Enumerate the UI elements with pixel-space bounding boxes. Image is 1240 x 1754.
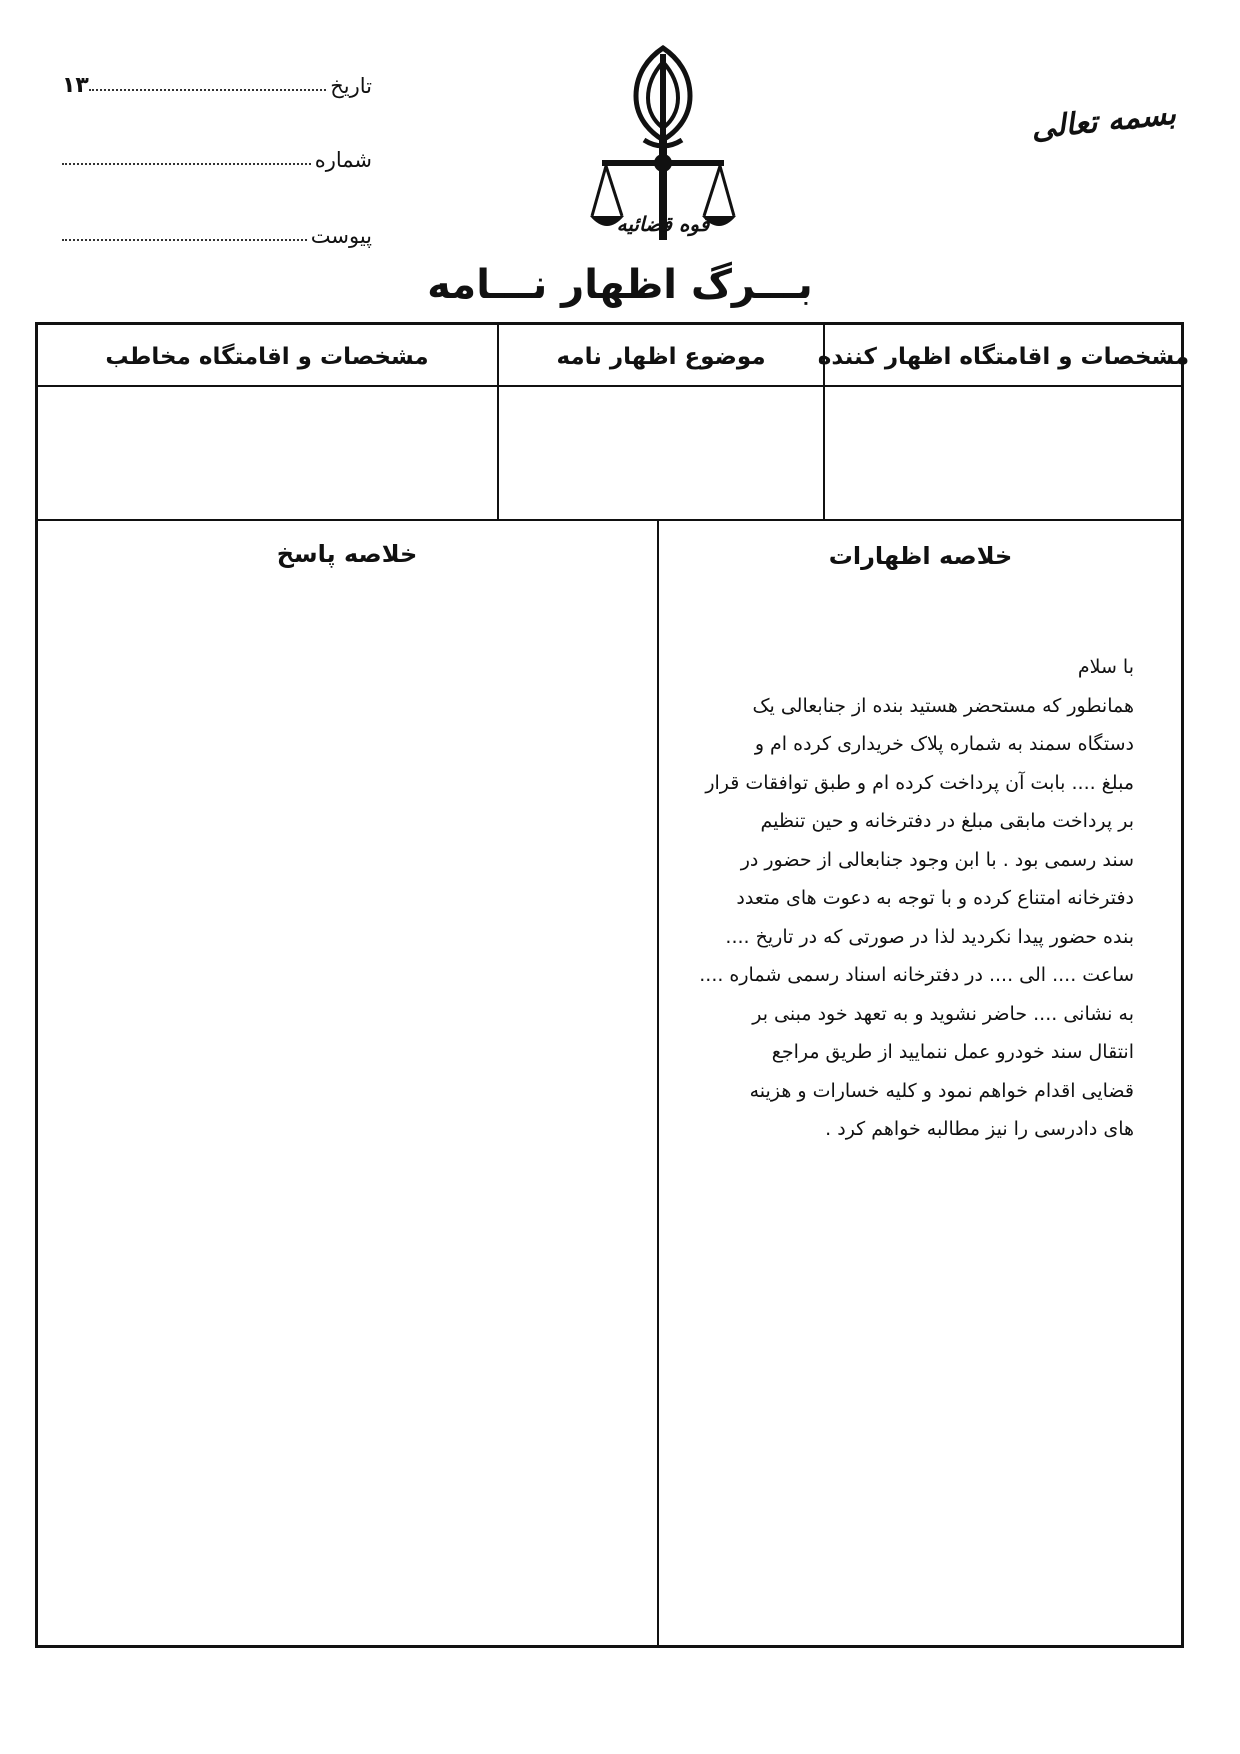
- reply-title: خلاصه پاسخ: [276, 540, 418, 568]
- bismillah-heading: بسمه تعالی: [1029, 96, 1178, 147]
- statement-line: دستگاه سمند به شماره پلاک خریداری کرده ام و: [754, 733, 1134, 755]
- statement-line: ساعت .... الی .... در دفترخانه اسناد رسمی شماره ....: [699, 964, 1134, 986]
- statement-line: بنده حضور پیدا نکردید لذا در صورتی که در تاریخ ....: [725, 925, 1134, 948]
- sender-details-cell[interactable]: [825, 387, 1182, 519]
- date-field[interactable]: [62, 62, 372, 98]
- subject-header: موضوع اظهار نامه: [556, 344, 766, 370]
- statement-line: به نشانی .... حاضر نشوید و به تعهد خود مبنی بر: [752, 1002, 1134, 1025]
- number-label: شماره: [314, 148, 372, 172]
- lower-section-divider: [657, 520, 659, 1646]
- date-year-prefix: ۱۳: [62, 73, 89, 98]
- reply-area[interactable]: [37, 590, 657, 1644]
- subject-cell[interactable]: [499, 387, 823, 519]
- sender-header: مشخصات و اقامتگاه اظهار کننده: [817, 344, 1190, 370]
- statements-title: خلاصه اظهارات: [828, 542, 1013, 570]
- emblem-caption: قوه قضائیه: [616, 212, 710, 236]
- judiciary-emblem: [588, 44, 738, 254]
- statement-greeting: با سلام: [1077, 656, 1134, 678]
- upper-section-divider: [37, 519, 1182, 521]
- attachment-label: پیوست: [310, 224, 372, 248]
- statement-line: قضایی اقدام خواهم نمود و کلیه خسارات و هزینه: [749, 1079, 1134, 1102]
- statement-line: سند رسمی بود . با ابن وجود جنابعالی از حضور در: [740, 848, 1134, 871]
- statements-body: [684, 648, 1134, 1149]
- statement-line: مبلغ .... بابت آن پرداخت کرده ام و طبق توافقات قرار: [705, 771, 1134, 794]
- date-dotted-line: [89, 89, 326, 91]
- attachment-dotted-line: [62, 239, 307, 241]
- statement-line: های دادرسی را نیز مطالبه خواهم کرد .: [825, 1118, 1134, 1140]
- statement-line: دفترخانه امتناع کرده و با توجه به دعوت های متعدد: [736, 887, 1134, 909]
- statement-line: بر پرداخت مابقی مبلغ در دفترخانه و حین تنظیم: [760, 810, 1134, 832]
- form-title: بـــرگ اظهار نـــامه: [427, 262, 813, 308]
- attachment-field[interactable]: [62, 212, 372, 248]
- addressee-header: مشخصات و اقامتگاه مخاطب: [105, 344, 429, 370]
- statement-line: انتقال سند خودرو عمل ننمایید از طریق مراجع: [771, 1041, 1134, 1063]
- date-label: تاریخ: [330, 74, 372, 98]
- statement-line: همانطور که مستحضر هستید بنده از جنابعالی یک: [752, 694, 1134, 717]
- addressee-details-cell[interactable]: [37, 387, 497, 519]
- number-dotted-line: [62, 163, 311, 165]
- number-field[interactable]: [62, 136, 372, 172]
